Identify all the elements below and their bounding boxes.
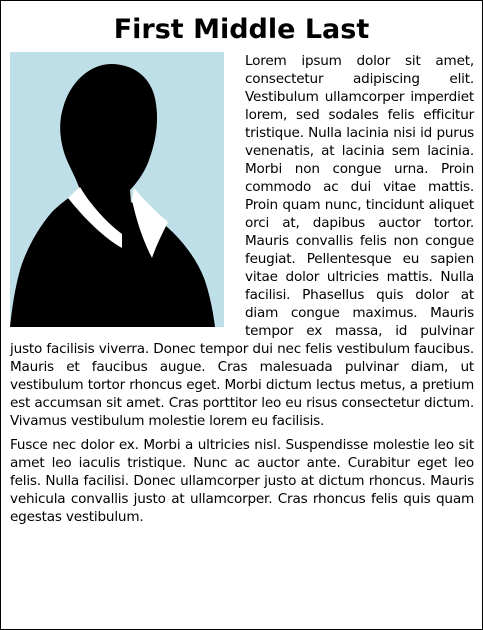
silhouette-shape	[10, 64, 215, 327]
biography	[1, 47, 482, 526]
biography-paragraph: Lorem ipsum dolor sit amet, consectetur adipiscing elit. Vestibulum ullamcorper imperdiet lorem, sed sodales felis efficitur tristique. Nulla lacinia nisi id purus venenatis, at lacinia sem lacinia. Morbi non congue urna. Proin commodo ac dui vitae mattis. Proin quam nunc, tincidunt aliquet orci at, dapibus auctor tortor. Mauris convallis felis non congue feugiat. Pellentesque eu sapien vitae dolor ultricies mattis. Nulla facilisi. Phasellus quis dolor at diam congue maximus. Mauris tempor ex massa, id pulvinar justo facilisis viverra. Donec tempor dui nec felis vestibulum faucibus. Mauris et faucibus augue. Cras malesuada pulvinar diam, ut vestibulum tortor rhoncus eget. Morbi dictum lectus metus, a pretium est accumsan sit amet. Cras porttitor leo eu risus consectetur dictum. Vivamus vestibulum molestie lorem eu facilisis.	[10, 53, 474, 429]
page-title: First Middle Last	[113, 14, 370, 45]
portrait	[10, 52, 224, 327]
biography-paragraph: Fusce nec dolor ex. Morbi a ultricies nisl. Suspendisse molestie leo sit amet leo iaculis tristique. Nunc ac auctor ante. Curabitur eget leo felis. Nulla facilisi. Donec ullamcorper justo at dictum rhoncus. Mauris vehicula convallis justo at ullamcorper. Cras rhoncus felis quis quam egestas vestibulum.	[10, 437, 474, 525]
person-silhouette-icon	[10, 52, 224, 327]
